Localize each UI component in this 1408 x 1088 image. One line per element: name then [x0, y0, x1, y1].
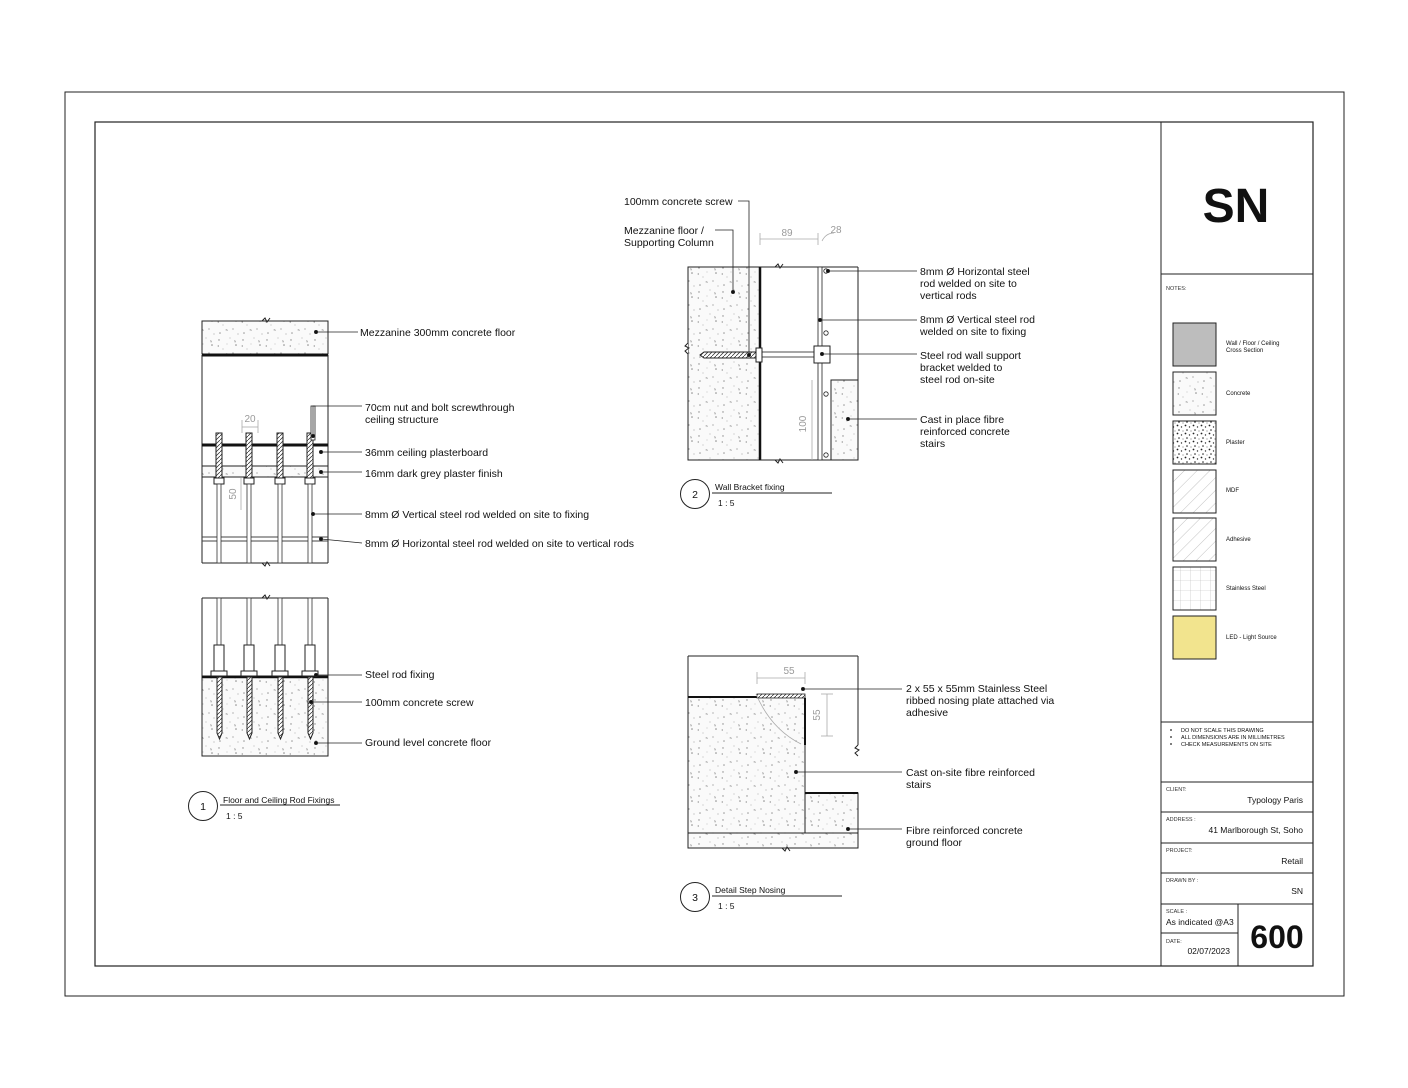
legend-swatch-led — [1173, 616, 1216, 659]
general-notes — [1170, 728, 1285, 748]
detail3-title-text: Detail Step Nosing — [715, 885, 786, 895]
project-value: Retail — [1281, 856, 1303, 866]
legend-label-concrete: Concrete — [1226, 391, 1251, 397]
legend-label-steel: Stainless Steel — [1226, 586, 1266, 592]
label-bracket-2: bracket welded to — [920, 362, 1003, 374]
legend-swatch-plaster — [1173, 421, 1216, 464]
dim-fixing-depth: 50 — [228, 488, 239, 500]
label-cast-stairs-2: stairs — [906, 779, 932, 791]
dim-rod-offset: 28 — [830, 225, 842, 236]
nosing-plate — [757, 694, 805, 698]
client-value: Typology Paris — [1247, 795, 1303, 805]
label-rod-fixing: Steel rod fixing — [365, 669, 435, 681]
detail-2 — [624, 196, 1035, 509]
label-ground-floor: Ground level concrete floor — [365, 737, 492, 749]
outer-border — [65, 92, 1344, 996]
detail1-title-text: Floor and Ceiling Rod Fixings — [223, 795, 335, 805]
label-stairs-1: Cast in place fibre — [920, 414, 1005, 426]
legend-swatch-section — [1173, 323, 1216, 366]
detail1-scale: 1 : 5 — [226, 811, 243, 821]
legend-label-mdf: MDF — [1226, 488, 1239, 494]
label-vertical-rod: 8mm Ø Vertical steel rod welded on site to fixing — [365, 509, 590, 521]
detail-3 — [681, 656, 1055, 912]
detail3-title — [681, 883, 843, 912]
dim-stair-height: 100 — [798, 415, 809, 433]
legend-label-led: LED - Light Source — [1226, 635, 1277, 641]
drawn-by-value: SN — [1291, 886, 1303, 896]
address-label: ADDRESS : — [1166, 817, 1196, 823]
note-check-site: CHECK MEASUREMENTS ON SITE — [1181, 742, 1272, 748]
label-horizontal-rod-1: 8mm Ø Horizontal steel — [920, 266, 1030, 278]
label-horizontal-rod-2: rod welded on site to — [920, 278, 1017, 290]
wall-bracket — [760, 352, 820, 357]
label-plaster-finish: 16mm dark grey plaster finish — [365, 468, 503, 480]
legend-swatch-steel — [1173, 567, 1216, 610]
detail1-title — [189, 792, 341, 822]
legend-label-adhesive: Adhesive — [1226, 537, 1251, 543]
label-vertical-rod-1: 8mm Ø Vertical steel rod — [920, 314, 1035, 326]
drawn-by-label: DRAWN BY : — [1166, 878, 1199, 884]
date-value: 02/07/2023 — [1187, 946, 1230, 956]
label-horizontal-rod: 8mm Ø Horizontal steel rod welded on site to vertical rods — [365, 538, 635, 550]
detail2-title-text: Wall Bracket fixing — [715, 482, 785, 492]
label-bracket-3: steel rod on-site — [920, 374, 995, 386]
label-ground-floor-1: Fibre reinforced concrete — [906, 825, 1023, 837]
label-vertical-rod-2: welded on site to fixing — [920, 326, 1027, 338]
legend-swatch-adhesive — [1173, 518, 1216, 561]
label-concrete-screw-2: 100mm concrete screw — [624, 196, 733, 208]
sheet-number: 600 — [1250, 919, 1304, 955]
dim-nosing-width: 55 — [783, 666, 795, 677]
dim-bracket-width: 89 — [781, 228, 793, 239]
note-dimensions: ALL DIMENSIONS ARE IN MILLIMETRES — [1181, 735, 1285, 741]
label-stairs-2: reinforced concrete — [920, 426, 1010, 438]
legend — [1173, 323, 1279, 659]
label-stairs-3: stairs — [920, 438, 946, 450]
mezzanine-slab — [202, 321, 328, 354]
stair-section — [831, 380, 858, 460]
legend-label-plaster: Plaster — [1226, 440, 1245, 446]
legend-swatch-mdf — [1173, 470, 1216, 513]
notes-heading: NOTES: — [1166, 286, 1187, 292]
label-plasterboard: 36mm ceiling plasterboard — [365, 447, 489, 459]
detail3-number: 3 — [692, 892, 698, 904]
client-label: CLIENT: — [1166, 787, 1187, 793]
label-nosing-3: adhesive — [906, 707, 949, 719]
dim-nosing-height: 55 — [812, 709, 823, 721]
title-block — [1161, 122, 1313, 966]
label-mezzanine-2: Supporting Column — [624, 237, 714, 249]
address-value: 41 Marlborough St, Soho — [1208, 825, 1303, 835]
label-mezzanine-floor: Mezzanine 300mm concrete floor — [360, 327, 516, 339]
legend-label-section-1: Wall / Floor / Ceiling — [1226, 341, 1280, 347]
detail2-scale: 1 : 5 — [718, 498, 735, 508]
label-nut-bolt-2: ceiling structure — [365, 414, 439, 426]
detail1-number: 1 — [200, 801, 206, 813]
lower-step — [805, 793, 858, 833]
note-do-not-scale: DO NOT SCALE THIS DRAWING — [1181, 728, 1264, 734]
label-horizontal-rod-3: vertical rods — [920, 290, 977, 302]
detail-1 — [189, 318, 635, 821]
legend-label-section-2: Cross Section — [1226, 348, 1264, 354]
label-cast-stairs-1: Cast on-site fibre reinforced — [906, 767, 1035, 779]
project-label: PROJECT: — [1166, 848, 1193, 854]
label-nosing-2: ribbed nosing plate attached via — [906, 695, 1055, 707]
scale-label: SCALE : — [1166, 909, 1188, 915]
label-mezzanine-1: Mezzanine floor / — [624, 225, 704, 237]
ground-floor-slab — [688, 833, 858, 848]
label-bracket-1: Steel rod wall support — [920, 350, 1021, 362]
label-concrete-screw: 100mm concrete screw — [365, 697, 474, 709]
detail2-number: 2 — [692, 489, 698, 501]
legend-swatch-concrete — [1173, 372, 1216, 415]
logo: SN — [1202, 180, 1270, 233]
ceiling-rods — [214, 406, 315, 563]
detail2-title — [681, 480, 833, 509]
detail3-scale: 1 : 5 — [718, 901, 735, 911]
label-nosing-1: 2 x 55 x 55mm Stainless Steel — [906, 683, 1048, 695]
step-section — [688, 697, 805, 833]
scale-value: As indicated @A3 — [1166, 917, 1234, 927]
dim-rod-spacing: 20 — [244, 414, 256, 425]
label-nut-bolt-1: 70cm nut and bolt screwthrough — [365, 402, 515, 414]
label-ground-floor-2: ground floor — [906, 837, 963, 849]
date-label: DATE: — [1166, 939, 1182, 945]
